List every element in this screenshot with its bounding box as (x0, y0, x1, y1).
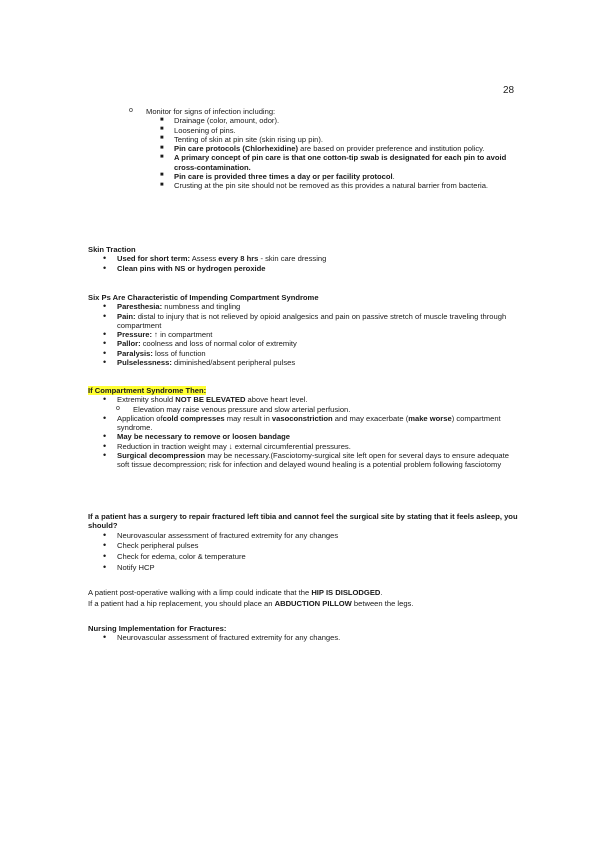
list-item: • Reduction in traction weight may ↓ external circumferential pressures. (103, 440, 351, 451)
list-item: ■ Drainage (color, amount, odor). (160, 116, 280, 126)
limp-note: A patient post-operative walking with a limp could indicate that the HIP IS DISLODGED. (88, 588, 383, 597)
list-item: • Extremity should NOT BE ELEVATED above heart level. (103, 394, 308, 405)
bullet-icon: • (103, 449, 107, 460)
bullet-icon: • (103, 561, 107, 572)
square-bullet-icon: ■ (160, 172, 164, 179)
bullet-icon: • (103, 262, 107, 273)
list-item: • Neurovascular assessment of fractured extremity for any changes. (103, 632, 341, 643)
skin-traction-heading: Skin Traction (88, 245, 136, 254)
infection-section (129, 107, 521, 190)
infection-list (129, 116, 521, 190)
list-item: • Clean pins with NS or hydrogen peroxide (103, 262, 266, 273)
list-item: • Notify HCP (103, 561, 155, 572)
bullet-icon: • (103, 338, 107, 349)
tibia-section (88, 512, 518, 572)
compartment-then-list (88, 395, 518, 469)
list-item: • Pain: distal to injury that is not relieved by opioid analgesics and pain on passive stretch of muscle traveling through compartment (103, 310, 507, 330)
list-item: • Application ofcold compresses may result in vasoconstriction and may exacerbate (make worse) compartment syndrome. (103, 412, 501, 432)
list-item: ■ Pin care is provided three times a day or per facility protocol. (160, 171, 395, 181)
list-item: • Neurovascular assessment of fractured extremity for any changes (103, 529, 339, 540)
list-item: ■ A primary concept of pin care is that one cotton-tip swab is designated for each pin to avoid cross-contamination. (160, 153, 507, 172)
list-item: • Pulselessness: diminished/absent peripheral pulses (103, 356, 296, 367)
square-bullet-icon: ■ (160, 153, 164, 160)
infection-lead-text: Monitor for signs of infection including: (146, 107, 276, 116)
six-ps-section (88, 293, 518, 367)
list-item: ■ Pin care protocols (Chlorhexidine) are based on provider preference and institution policy. (160, 144, 485, 153)
list-item: • Check peripheral pulses (103, 540, 199, 551)
tibia-heading: If a patient has a surgery to repair fractured left tibia and cannot feel the surgical site by stating that it feels asleep, you should? (88, 512, 518, 531)
list-item: ■ Crusting at the pin site should not be removed as this provides a natural barrier from bacteria. (160, 181, 489, 190)
skin-traction-list (88, 254, 518, 273)
square-bullet-icon: ■ (160, 144, 164, 151)
list-item: ■ Tenting of skin at pin site (skin rising up pin). (160, 134, 323, 144)
bullet-icon: • (103, 356, 107, 367)
bullet-icon: • (103, 440, 107, 451)
nursing-section (88, 624, 518, 643)
square-bullet-icon: ■ (160, 126, 164, 132)
list-item: ■ Loosening of pins. (160, 125, 236, 135)
hip-note: If a patient had a hip replacement, you should place an ABDUCTION PILLOW between the legs. (88, 599, 414, 609)
skin-traction-section (88, 245, 518, 273)
bullet-icon: • (103, 253, 107, 264)
notes-section (88, 588, 518, 609)
list-item: • Pressure: ↑ in compartment (103, 329, 213, 339)
o-bullet-icon: o (129, 107, 133, 114)
highlighted-heading: If Compartment Syndrome Then: (88, 386, 207, 395)
bullet-icon: • (103, 394, 107, 405)
compartment-then-section (88, 386, 518, 469)
bullet-icon: • (103, 347, 107, 358)
bullet-icon: • (103, 301, 107, 312)
sub-list-item: o Elevation may raise venous pressure and slow arterial perfusion. (116, 404, 351, 414)
six-ps-heading: Six Ps Are Characteristic of Impending Compartment Syndrome (88, 293, 319, 302)
list-item: • Paralysis: loss of function (103, 347, 206, 358)
list-item: • Check for edema, color & temperature (103, 551, 246, 561)
square-bullet-icon: ■ (160, 135, 164, 142)
bullet-icon: • (103, 412, 107, 423)
bullet-icon: • (103, 529, 107, 540)
bullet-icon: • (103, 329, 107, 339)
bullet-icon: • (103, 431, 107, 442)
six-ps-list (88, 302, 518, 367)
o-bullet-icon: o (116, 404, 120, 412)
nursing-list (88, 633, 518, 642)
bullet-icon: • (103, 540, 107, 551)
square-bullet-icon: ■ (160, 181, 164, 188)
list-item: • Surgical decompression may be necessary.(Fasciotomy-surgical site left open for several days to ensure adequate soft tissue decompression; risk for infection and delayed wound healing is a potential problem following fasciotomy (103, 449, 509, 469)
list-item: • Pallor: coolness and loss of normal color of extremity (103, 338, 297, 349)
bullet-icon: • (103, 632, 107, 643)
compartment-then-heading (88, 386, 518, 395)
infection-lead (129, 107, 521, 116)
nursing-heading: Nursing Implementation for Fractures: (88, 624, 227, 633)
bullet-icon: • (103, 310, 107, 321)
page-number: 28 (503, 85, 515, 96)
bullet-icon: • (103, 551, 107, 561)
list-item: • Used for short term: Assess every 8 hrs - skin care dressing (103, 253, 327, 264)
tibia-list (88, 531, 518, 573)
list-item: • Paresthesia: numbness and tingling (103, 301, 241, 312)
list-item: • May be necessary to remove or loosen bandage (103, 431, 291, 442)
square-bullet-icon: ■ (160, 116, 164, 123)
